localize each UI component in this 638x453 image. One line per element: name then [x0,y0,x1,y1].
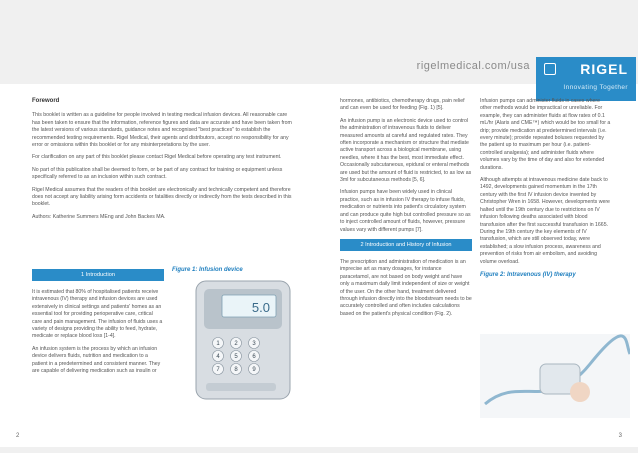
keypad-label: 7 [216,367,220,374]
foreword-paragraph: Rigel Medical assumes that the readers of this booklet are electronically and technically competent and therefore does not accept any liability arising form accidents or fatalities directly or indirectly from the tests described in this booklet. [32,186,292,208]
iv-therapy-image [480,334,630,418]
body-paragraph: hormones, antibiotics, chemotherapy drugs, pain relief and can even be used for feeding (Fig. 1) [5]. [340,98,465,112]
brand-logo [536,57,636,101]
page-number-right: 3 [618,433,622,439]
keypad-label: 2 [234,341,238,348]
site-url[interactable]: rigelmedical.com/usa [416,60,530,72]
foreword-heading: Foreword [32,98,60,104]
column-3 [340,98,472,323]
foreword-paragraph: No part of this publication shall be deemed to form, or be part of any contract for training or equipment unless specifically referred to as an inclusion within such contract. [32,166,283,181]
column-1-lower [32,265,164,380]
column-1 [32,98,296,226]
device-display: 5.0 [251,300,270,315]
page-number-left: 2 [16,433,20,439]
body-paragraph: Although attempts at intravenous medicine date back to 1492, developments gained momentum in the 17th century with the first IV infusion device invented by Christopher Wren in 1658. However, developments were halted until the 19th century due to restrictions on IV infusion following deaths associated with blood transfusion after the first successful transfusion in 1665. During the 19th century the key elements of IV transfusion, which are still observed today, were established; a slow infusion process, awareness and prevention of risks from air embolism, and avoiding volume overload. [480,177,610,265]
body-paragraph: An infusion pump is an electronic device used to control the administration of intravenous fluids to deliver measured amounts at careful and regulated rates. They often incorporate a mechanism or structure that mediate active transport across a biological membrane, using needles, where it has the best, most immediate effect. Occasionally subcutaneous, epidural or enteral methods are used but the amount of fluid is restricted, to as low as 3ml for subcutaneous methods [5, 6]. [340,117,472,184]
body-paragraph: The prescription and administration of medication is an imprecise art as many dosages, for instance paracetamol, are not based on body weight and have only a maximum daily limit independent of size or weight of the user. On the other hand, treatment delivered through infusion directly into the bloodstream needs to be accurately controlled and often includes calculations based on the patient's physical condition (Fig. 2). [340,258,472,317]
intro-paragraph: It is estimated that 80% of hospitalised patients receive intravenous (IV) therapy and infusion devices are used extensively in clinical settings and patients' homes as an essential tool for providing perioperative care, critical care and pain management. The infusion of fluids uses a variety of designs providing the ability to feed, hydrate, medicate or replace blood loss [1-4]. [32,289,163,340]
keypad-label: 9 [252,367,256,374]
intro-paragraph: An infusion system is the process by which an infusion device delivers fluids, nutrition and medication to a patient in a predetermined and consistent manner. They are capable of delivering medication such as insulin or [32,345,161,375]
authors-line: Authors: Katherine Summers MEng and John Backes MA. [32,213,166,220]
foreword-paragraph: This booklet is written as a guideline for people involved in testing medical infusion devices. All reasonable care has been taken to ensure that the information, reference figures and data are accurate and have been taken from the latest versions of various standards, guidance notes and recognised "best practices" to establish the recommended testing requirements. Rigel Medical, their agents and distributors, accept no responsibility for any error or omissions within this booklet or for any misinterpretations by the user. [32,112,292,149]
brand-name: RIGEL [580,61,628,77]
keypad-label: 6 [252,354,256,361]
keypad-label: 4 [216,354,220,361]
figure-1-caption: Figure 1: Infusion device [172,267,243,273]
foreword-paragraph: For clarification on any part of this booklet please contact Rigel Medical before operating any test instrument. [32,154,282,161]
keypad-label: 8 [234,367,238,374]
section-title-history: 2 Introduction and History of Infusion [340,239,472,251]
keypad-label: 3 [252,341,256,348]
keypad-label: 5 [234,354,238,361]
section-title-introduction: 1 Introduction [32,269,164,281]
footer-band [0,447,638,453]
brand-tagline: Innovating Together [563,84,628,91]
body-paragraph: Infusion pumps can administer fluids in cases where other methods would be impractical or unreliable. For example, they can administer fluids at flow rates of 0.1 mL/hr (Alaris and CME™) which would be too small for a drip; provide medication at predetermined intervals (i.e. every minute); provide repeated boluses requested by the patient up to maximum per hour (i.e. patient-controlled analgesia); and administer fluids where volumes vary by the time of day and also for extended durations. [480,98,611,171]
infusion-device-image [182,273,302,408]
body-paragraph: Infusion pumps have been widely used in clinical practice, such as in infusion IV therapy to infuse fluids, medication or nutrients into patient's circulatory system and can produce quite high but controlled pressure so as to inject controlled amount of fluids, however, pressure values vary with different pumps [7]. [340,189,471,233]
logo-mark-icon [544,63,556,75]
device-keypad [213,338,260,375]
figure-2-caption: Figure 2: Intravenous (IV) therapy [480,271,576,278]
keypad-label: 1 [216,341,220,348]
column-4 [480,98,612,279]
